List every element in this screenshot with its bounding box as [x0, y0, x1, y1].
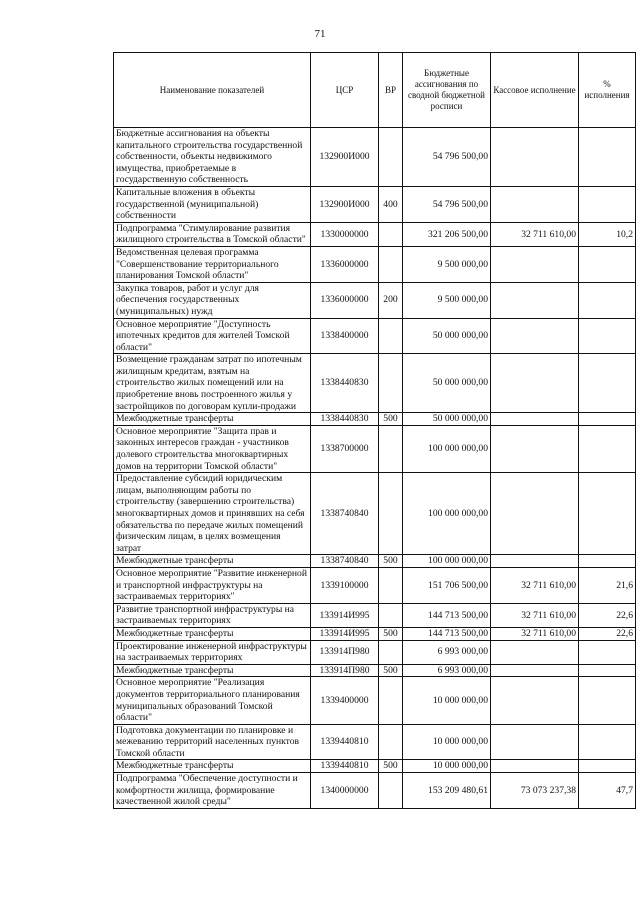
row-cash	[491, 128, 579, 187]
row-budget: 50 000 000,00	[403, 413, 491, 426]
row-budget: 10 000 000,00	[403, 760, 491, 773]
row-cash	[491, 555, 579, 568]
row-vr	[379, 128, 403, 187]
row-csr: 1338440830	[311, 354, 379, 413]
row-percent	[579, 640, 636, 664]
row-budget: 50 000 000,00	[403, 354, 491, 413]
row-vr	[379, 425, 403, 472]
row-name: Ведомственная целевая программа "Совершенствование территориального планирования Томской области"	[114, 246, 311, 282]
row-budget: 144 713 500,00	[403, 603, 491, 627]
row-percent	[579, 246, 636, 282]
row-csr: 1340000000	[311, 773, 379, 809]
row-name: Межбюджетные трансферты	[114, 760, 311, 773]
row-budget: 9 500 000,00	[403, 282, 491, 318]
row-budget: 100 000 000,00	[403, 425, 491, 472]
row-percent	[579, 413, 636, 426]
row-csr: 1338740840	[311, 473, 379, 555]
table-row	[114, 760, 636, 773]
row-name: Межбюджетные трансферты	[114, 664, 311, 677]
row-vr: 200	[379, 282, 403, 318]
row-percent	[579, 128, 636, 187]
row-percent	[579, 760, 636, 773]
row-csr: 1338740840	[311, 555, 379, 568]
row-budget: 6 993 000,00	[403, 640, 491, 664]
row-vr	[379, 603, 403, 627]
row-budget: 10 000 000,00	[403, 724, 491, 760]
row-budget: 144 713 500,00	[403, 627, 491, 640]
row-vr: 500	[379, 760, 403, 773]
row-name: Капитальные вложения в объекты государственной (муниципальной) собственности	[114, 186, 311, 222]
page-number: 71	[314, 28, 326, 40]
row-budget: 50 000 000,00	[403, 318, 491, 354]
row-csr: 1338400000	[311, 318, 379, 354]
table-row	[114, 186, 636, 222]
row-vr	[379, 354, 403, 413]
row-percent: 10,2	[579, 222, 636, 246]
table-row	[114, 627, 636, 640]
row-name: Подготовка документации по планировке и межеванию территорий населенных пунктов Томской области	[114, 724, 311, 760]
row-vr	[379, 567, 403, 603]
row-budget: 321 206 500,00	[403, 222, 491, 246]
row-csr: 1339100000	[311, 567, 379, 603]
table-row	[114, 282, 636, 318]
row-vr	[379, 773, 403, 809]
row-vr	[379, 724, 403, 760]
row-name: Основное мероприятие "Развитие инженерной и транспортной инфраструктуры на застраиваемых территориях"	[114, 567, 311, 603]
row-vr: 400	[379, 186, 403, 222]
row-csr: 1339440810	[311, 724, 379, 760]
table-row	[114, 354, 636, 413]
row-csr: 1336000000	[311, 282, 379, 318]
table-row	[114, 425, 636, 472]
row-cash	[491, 724, 579, 760]
row-cash: 73 073 237,38	[491, 773, 579, 809]
row-vr	[379, 677, 403, 724]
table-row	[114, 567, 636, 603]
row-percent	[579, 664, 636, 677]
table-row	[114, 222, 636, 246]
table-row	[114, 677, 636, 724]
row-cash: 32 711 610,00	[491, 627, 579, 640]
row-vr	[379, 473, 403, 555]
table-row	[114, 473, 636, 555]
row-csr: 133914И995	[311, 627, 379, 640]
row-cash	[491, 473, 579, 555]
row-percent	[579, 354, 636, 413]
row-name: Основное мероприятие "Доступность ипотечных кредитов для жителей Томской области"	[114, 318, 311, 354]
row-cash: 32 711 610,00	[491, 222, 579, 246]
row-name: Бюджетные ассигнования на объекты капитального строительства государственной собственности, объекты недвижимого имущества, приобретаемые в государственную собственность	[114, 128, 311, 187]
row-name: Межбюджетные трансферты	[114, 413, 311, 426]
row-cash	[491, 186, 579, 222]
table-row	[114, 664, 636, 677]
row-name: Возмещение гражданам затрат по ипотечным жилищным кредитам, взятым на строительство жилых помещений или на приобретение вновь построенного жилья у застройщиков по договорам купли-продажи	[114, 354, 311, 413]
row-vr	[379, 246, 403, 282]
table-row	[114, 724, 636, 760]
row-percent	[579, 318, 636, 354]
row-cash	[491, 640, 579, 664]
row-percent	[579, 555, 636, 568]
row-name: Закупка товаров, работ и услуг для обеспечения государственных (муниципальных) нужд	[114, 282, 311, 318]
budget-table	[113, 52, 636, 809]
row-name: Межбюджетные трансферты	[114, 627, 311, 640]
row-csr: 133914П980	[311, 640, 379, 664]
row-name: Предоставление субсидий юридическим лицам, выполняющим работы по строительству (завершению строительства) многоквартирных домов и принявших на себя обязательства по передаче жилых помещений физическим лицам, в целях возмещения затрат	[114, 473, 311, 555]
row-name: Основное мероприятие "Реализация документов территориального планирования муниципальных образований Томской области"	[114, 677, 311, 724]
row-budget: 10 000 000,00	[403, 677, 491, 724]
table-row	[114, 603, 636, 627]
row-percent: 47,7	[579, 773, 636, 809]
header-vr: ВР	[379, 53, 403, 128]
row-cash: 32 711 610,00	[491, 603, 579, 627]
row-budget: 151 706 500,00	[403, 567, 491, 603]
row-percent	[579, 677, 636, 724]
row-percent	[579, 425, 636, 472]
row-csr: 1338700000	[311, 425, 379, 472]
table-body	[114, 128, 636, 809]
row-name: Основное мероприятие "Защита прав и законных интересов граждан - участников долевого строительства многоквартирных домов на территории Томской области"	[114, 425, 311, 472]
row-vr: 500	[379, 664, 403, 677]
row-percent	[579, 186, 636, 222]
row-csr: 1339440810	[311, 760, 379, 773]
row-cash	[491, 664, 579, 677]
row-name: Межбюджетные трансферты	[114, 555, 311, 568]
row-percent: 21,6	[579, 567, 636, 603]
row-percent	[579, 282, 636, 318]
row-csr: 133914И995	[311, 603, 379, 627]
row-csr: 1336000000	[311, 246, 379, 282]
row-percent	[579, 724, 636, 760]
row-vr: 500	[379, 627, 403, 640]
table-row	[114, 640, 636, 664]
row-cash	[491, 413, 579, 426]
row-budget: 153 209 480,61	[403, 773, 491, 809]
table-row	[114, 773, 636, 809]
row-budget: 100 000 000,00	[403, 555, 491, 568]
row-vr	[379, 222, 403, 246]
header-name: Наименование показателей	[114, 53, 311, 128]
row-budget: 9 500 000,00	[403, 246, 491, 282]
row-vr	[379, 318, 403, 354]
row-csr: 132900И000	[311, 186, 379, 222]
row-name: Подпрограмма "Обеспечение доступности и комфортности жилища, формирование качественной жилой среды"	[114, 773, 311, 809]
row-percent	[579, 473, 636, 555]
table-row	[114, 413, 636, 426]
row-cash	[491, 318, 579, 354]
row-cash	[491, 425, 579, 472]
header-budget: Бюджетные ассигнования по сводной бюджетной росписи	[403, 53, 491, 128]
row-csr: 1330000000	[311, 222, 379, 246]
row-cash: 32 711 610,00	[491, 567, 579, 603]
table-row	[114, 246, 636, 282]
row-budget: 100 000 000,00	[403, 473, 491, 555]
row-budget: 54 796 500,00	[403, 186, 491, 222]
row-cash	[491, 282, 579, 318]
row-vr: 500	[379, 413, 403, 426]
row-percent: 22,6	[579, 627, 636, 640]
row-cash	[491, 246, 579, 282]
row-name: Подпрограмма "Стимулирование развития жилищного строительства в Томской области"	[114, 222, 311, 246]
row-csr: 133914П980	[311, 664, 379, 677]
table-row	[114, 555, 636, 568]
table-header-row	[114, 53, 636, 128]
table-row	[114, 318, 636, 354]
header-cash: Кассовое исполнение	[491, 53, 579, 128]
table-row	[114, 128, 636, 187]
row-csr: 132900И000	[311, 128, 379, 187]
row-name: Проектирование инженерной инфраструктуры на застраиваемых территориях	[114, 640, 311, 664]
row-cash	[491, 354, 579, 413]
row-budget: 6 993 000,00	[403, 664, 491, 677]
row-name: Развитие транспортной инфраструктуры на застраиваемых территориях	[114, 603, 311, 627]
header-percent: % исполнения	[579, 53, 636, 128]
row-budget: 54 796 500,00	[403, 128, 491, 187]
row-csr: 1338440830	[311, 413, 379, 426]
row-cash	[491, 677, 579, 724]
row-vr	[379, 640, 403, 664]
row-cash	[491, 760, 579, 773]
row-vr: 500	[379, 555, 403, 568]
row-percent: 22,6	[579, 603, 636, 627]
header-csr: ЦСР	[311, 53, 379, 128]
row-csr: 1339400000	[311, 677, 379, 724]
